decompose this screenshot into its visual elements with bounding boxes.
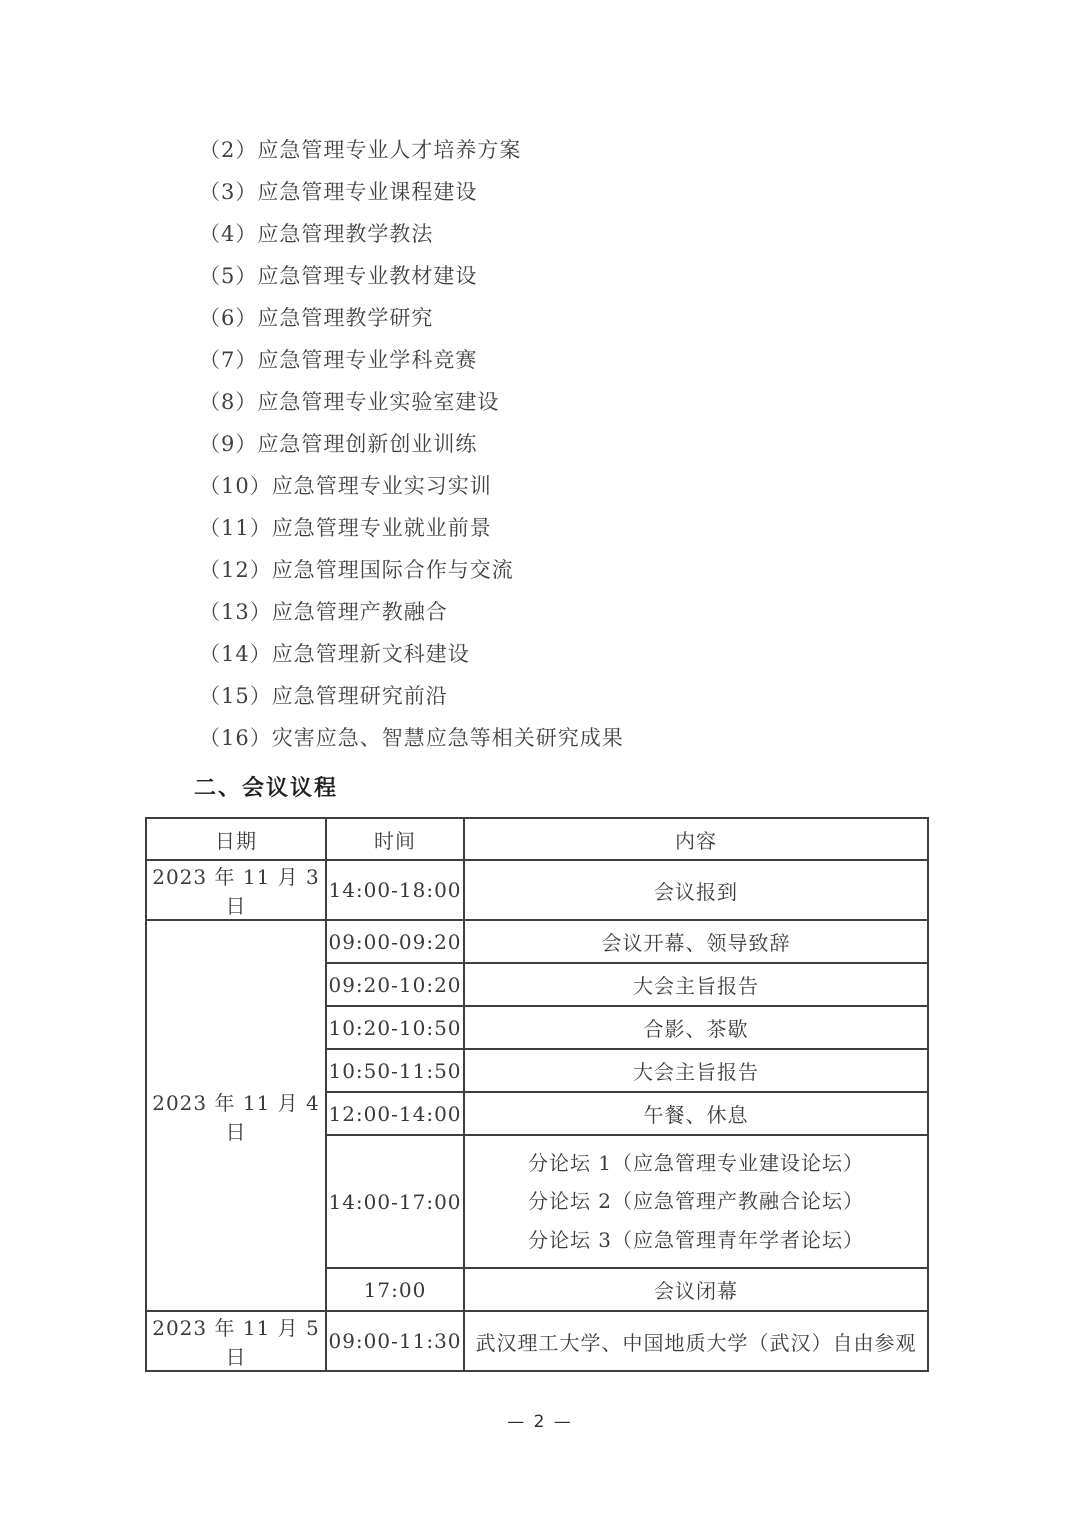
page-number: — 2 — (507, 1412, 573, 1432)
time-cell: 14:00-17:00 (326, 1135, 464, 1268)
topic-item: （10）应急管理专业实习实训 (199, 474, 492, 498)
date-cell: 2023 年 11 月 3 日 (146, 860, 326, 920)
topic-item: （3）应急管理专业课程建设 (199, 180, 478, 204)
content-cell: 大会主旨报告 (464, 963, 928, 1006)
time-cell: 09:00-11:30 (326, 1311, 464, 1371)
content-cell: 武汉理工大学、中国地质大学（武汉）自由参观 (464, 1311, 928, 1371)
content-cell: 会议报到 (464, 860, 928, 920)
topic-item: （5）应急管理专业教材建设 (199, 264, 478, 288)
time-cell: 17:00 (326, 1268, 464, 1311)
content-cell: 会议闭幕 (464, 1268, 928, 1311)
content-cell: 大会主旨报告 (464, 1049, 928, 1092)
topic-list (0, 0, 1080, 749)
header-content: 内容 (464, 818, 928, 860)
time-cell: 09:00-09:20 (326, 920, 464, 963)
topic-item: （6）应急管理教学研究 (199, 306, 434, 330)
content-cell (464, 1135, 928, 1268)
topic-item: （16）灾害应急、智慧应急等相关研究成果 (199, 726, 624, 750)
table-row (146, 1311, 928, 1371)
date-cell: 2023 年 11 月 5 日 (146, 1311, 326, 1371)
header-time: 时间 (326, 818, 464, 860)
table-row (146, 860, 928, 920)
topic-item: （2）应急管理专业人才培养方案 (199, 138, 522, 162)
forum-line: 分论坛 3（应急管理青年学者论坛） (527, 1227, 865, 1252)
forum-line: 分论坛 2（应急管理产教融合论坛） (527, 1189, 865, 1214)
topic-item: （8）应急管理专业实验室建设 (199, 390, 500, 414)
topic-item: （11）应急管理专业就业前景 (199, 516, 492, 540)
table-row (146, 920, 928, 963)
time-cell: 09:20-10:20 (326, 963, 464, 1006)
agenda-table (145, 817, 929, 1372)
topic-item: （14）应急管理新文科建设 (199, 642, 470, 666)
time-cell: 10:20-10:50 (326, 1006, 464, 1049)
content-cell: 午餐、休息 (464, 1092, 928, 1135)
forum-line: 分论坛 1（应急管理专业建设论坛） (527, 1151, 865, 1176)
date-cell: 2023 年 11 月 4 日 (146, 920, 326, 1311)
time-cell: 10:50-11:50 (326, 1049, 464, 1092)
content-cell: 会议开幕、领导致辞 (464, 920, 928, 963)
time-cell: 12:00-14:00 (326, 1092, 464, 1135)
topic-item: （9）应急管理创新创业训练 (199, 432, 478, 456)
time-cell: 14:00-18:00 (326, 860, 464, 920)
content-cell: 合影、茶歇 (464, 1006, 928, 1049)
section-heading: 二、会议议程 (194, 776, 339, 801)
topic-item: （7）应急管理专业学科竞赛 (199, 348, 478, 372)
topic-item: （15）应急管理研究前沿 (199, 684, 448, 708)
table-header-row (146, 818, 928, 860)
forum-list (465, 1136, 927, 1267)
topic-item: （4）应急管理教学教法 (199, 222, 434, 246)
header-date: 日期 (146, 818, 326, 860)
topic-item: （13）应急管理产教融合 (199, 600, 448, 624)
topic-item: （12）应急管理国际合作与交流 (199, 558, 514, 582)
